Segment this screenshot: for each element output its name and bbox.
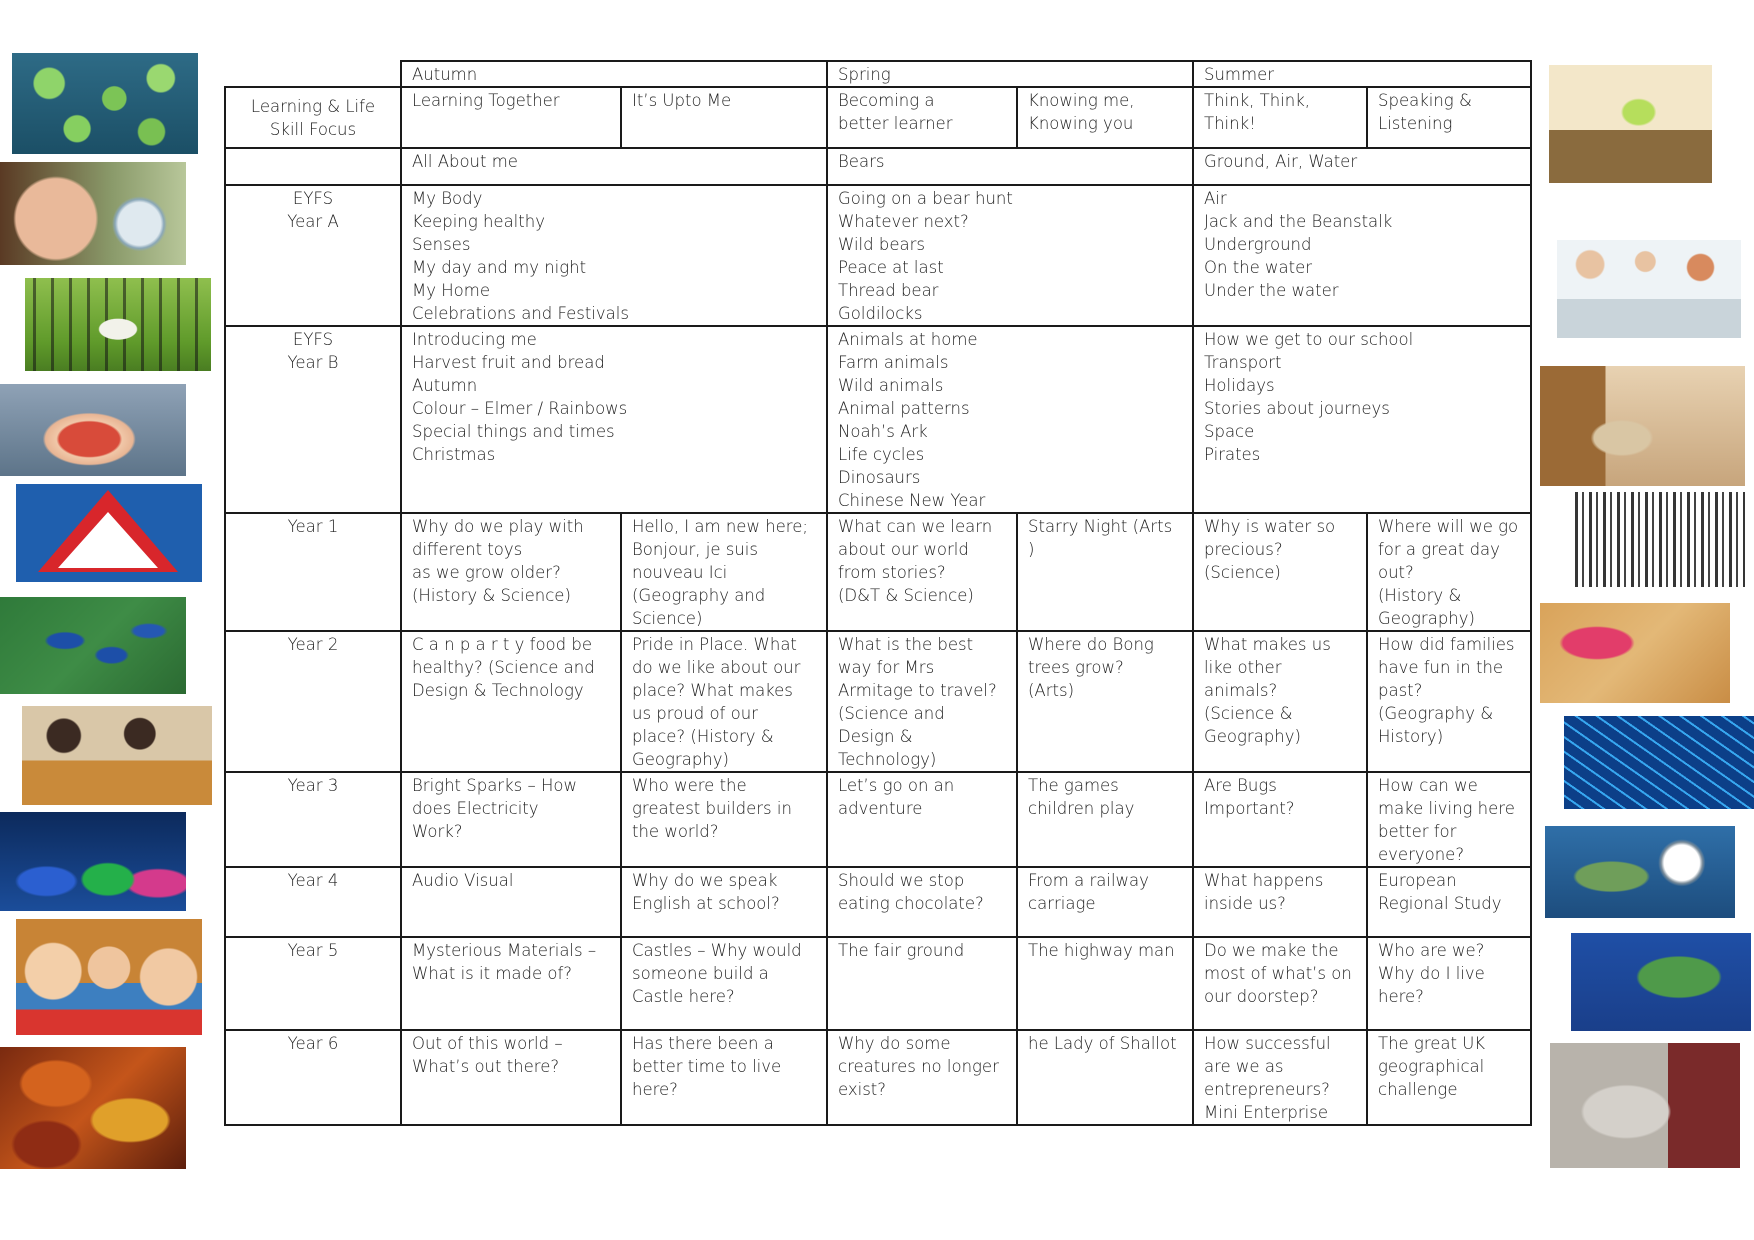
table-cell: The highway man — [1017, 937, 1193, 1030]
table-cell: What happens inside us? — [1193, 867, 1367, 937]
globe-magnifier-photo — [1545, 826, 1735, 918]
table-cell: How did families have fun in the past? (Geography & History) — [1367, 631, 1531, 772]
year-3-row — [225, 772, 1531, 867]
table-cell: Bright Sparks – How does Electricity Work? — [401, 772, 621, 867]
table-cell: It’s Upto Me — [621, 87, 827, 148]
table-cell: Think, Think, Think! — [1193, 87, 1367, 148]
table-cell: Are Bugs Important? — [1193, 772, 1367, 867]
beach-towel-photo — [1540, 603, 1730, 703]
table-cell: The fair ground — [827, 937, 1017, 1030]
caterpillar-photo — [25, 278, 211, 371]
table-cell: Where will we go for a great day out? (History & Geography) — [1367, 513, 1531, 631]
statue-photo — [1550, 1043, 1740, 1168]
table-cell: Who are we? Why do I live here? — [1367, 937, 1531, 1030]
table-cell: Air Jack and the Beanstalk Underground On the water Under the water — [1193, 185, 1531, 326]
eyfs-a-row — [225, 185, 1531, 326]
table-cell: All About me — [401, 148, 827, 185]
table-cell: How can we make living here better for everyone? — [1367, 772, 1531, 867]
skill-focus-row — [225, 87, 1531, 148]
three-children-photo — [16, 919, 202, 1035]
table-cell: Why is water so precious? (Science) — [1193, 513, 1367, 631]
row-label: Year 2 — [225, 631, 401, 772]
table-cell: Audio Visual — [401, 867, 621, 937]
table-cell: What can we learn about our world from stories? (D&T & Science) — [827, 513, 1017, 631]
table-cell: Hello, I am new here; Bonjour, je suis nouveau Ici (Geography and Science) — [621, 513, 827, 631]
table-cell: Castles – Why would someone build a Castle here? — [621, 937, 827, 1030]
table-cell: Going on a bear hunt Whatever next? Wild bears Peace at last Thread bear Goldilocks — [827, 185, 1193, 326]
season-summer: Summer — [1193, 61, 1531, 87]
victorian-street-photo — [1575, 492, 1745, 587]
table-cell: The great UK geographical challenge — [1367, 1030, 1531, 1125]
row-label: Year 1 — [225, 513, 401, 631]
children-desk-photo — [1557, 240, 1741, 338]
table-cell: Starry Night (Arts ) — [1017, 513, 1193, 631]
table-cell: Mysterious Materials – What is it made of? — [401, 937, 621, 1030]
season-row — [225, 61, 1531, 87]
table-cell: Why do we speak English at school? — [621, 867, 827, 937]
table-cell: The games children play — [1017, 772, 1193, 867]
year-4-row — [225, 867, 1531, 937]
table-cell: European Regional Study — [1367, 867, 1531, 937]
anatomy-model-photo — [0, 384, 186, 476]
water-leaves-photo — [12, 53, 198, 154]
year-1-row — [225, 513, 1531, 631]
row-label: Year 4 — [225, 867, 401, 937]
table-cell: Learning Together — [401, 87, 621, 148]
table-cell: Where do Bong trees grow? (Arts) — [1017, 631, 1193, 772]
river-map-photo — [0, 597, 186, 694]
table-cell: Speaking & Listening — [1367, 87, 1531, 148]
table-cell: From a railway carriage — [1017, 867, 1193, 937]
table-cell: What makes us like other animals? (Science & Geography) — [1193, 631, 1367, 772]
year-2-row — [225, 631, 1531, 772]
table-cell: Who were the greatest builders in the world? — [621, 772, 827, 867]
children-map-photo — [22, 706, 212, 805]
table-cell: What is the best way for Mrs Armitage to travel? (Science and Design & Technology) — [827, 631, 1017, 772]
table-cell: Introducing me Harvest fruit and bread Autumn Colour – Elmer / Rainbows Special things and times Christmas — [401, 326, 827, 513]
table-cell: Should we stop eating chocolate? — [827, 867, 1017, 937]
table-cell: Has there been a better time to live here? — [621, 1030, 827, 1125]
table-cell: Becoming a better learner — [827, 87, 1017, 148]
year-5-row — [225, 937, 1531, 1030]
table-cell: he Lady of Shallot — [1017, 1030, 1193, 1125]
season-spring: Spring — [827, 61, 1193, 87]
eyfs-b-row — [225, 326, 1531, 513]
science-flasks-photo — [0, 812, 186, 911]
british-isles-map-photo — [1571, 933, 1751, 1031]
school-sign-photo — [16, 484, 202, 582]
row-label: EYFS Year B — [225, 326, 401, 513]
teddy-suitcase-photo — [1540, 366, 1745, 486]
row-label: EYFS Year A — [225, 185, 401, 326]
table-cell: Do we make the most of what’s on our doorstep? — [1193, 937, 1367, 1030]
table-cell: Animals at home Farm animals Wild animals Animal patterns Noah’s Ark Life cycles Dinosaurs Chinese New Year — [827, 326, 1193, 513]
digital-grid-photo — [1564, 716, 1754, 809]
table-cell: Why do some creatures no longer exist? — [827, 1030, 1017, 1125]
table-cell: How we get to our school Transport Holidays Stories about journeys Space Pirates — [1193, 326, 1531, 513]
table-cell: Knowing me, Knowing you — [1017, 87, 1193, 148]
seedlings-photo — [1549, 65, 1712, 183]
table-cell: Why do we play with different toys as we grow older? (History & Science) — [401, 513, 621, 631]
row-label: Learning & Life Skill Focus — [225, 87, 401, 148]
row-label: Year 6 — [225, 1030, 401, 1125]
table-cell: Ground, Air, Water — [1193, 148, 1531, 185]
table-cell: How successful are we as entrepreneurs? Mini Enterprise — [1193, 1030, 1367, 1125]
row-label: Year 5 — [225, 937, 401, 1030]
curriculum-table — [224, 60, 1532, 1126]
autumn-leaves-photo — [0, 1047, 186, 1169]
table-cell: Pride in Place. What do we like about our place? What makes us proud of our place? (History & Geography) — [621, 631, 827, 772]
year-6-row — [225, 1030, 1531, 1125]
season-autumn: Autumn — [401, 61, 827, 87]
row-label: Year 3 — [225, 772, 401, 867]
table-cell: C a n p a r t y food be healthy? (Science and Design & Technology — [401, 631, 621, 772]
table-cell: Bears — [827, 148, 1193, 185]
child-magnifier-photo — [0, 162, 186, 265]
theme-row — [225, 148, 1531, 185]
table-cell: My Body Keeping healthy Senses My day and my night My Home Celebrations and Festivals — [401, 185, 827, 326]
table-cell: Let’s go on an adventure — [827, 772, 1017, 867]
table-cell: Out of this world – What’s out there? — [401, 1030, 621, 1125]
